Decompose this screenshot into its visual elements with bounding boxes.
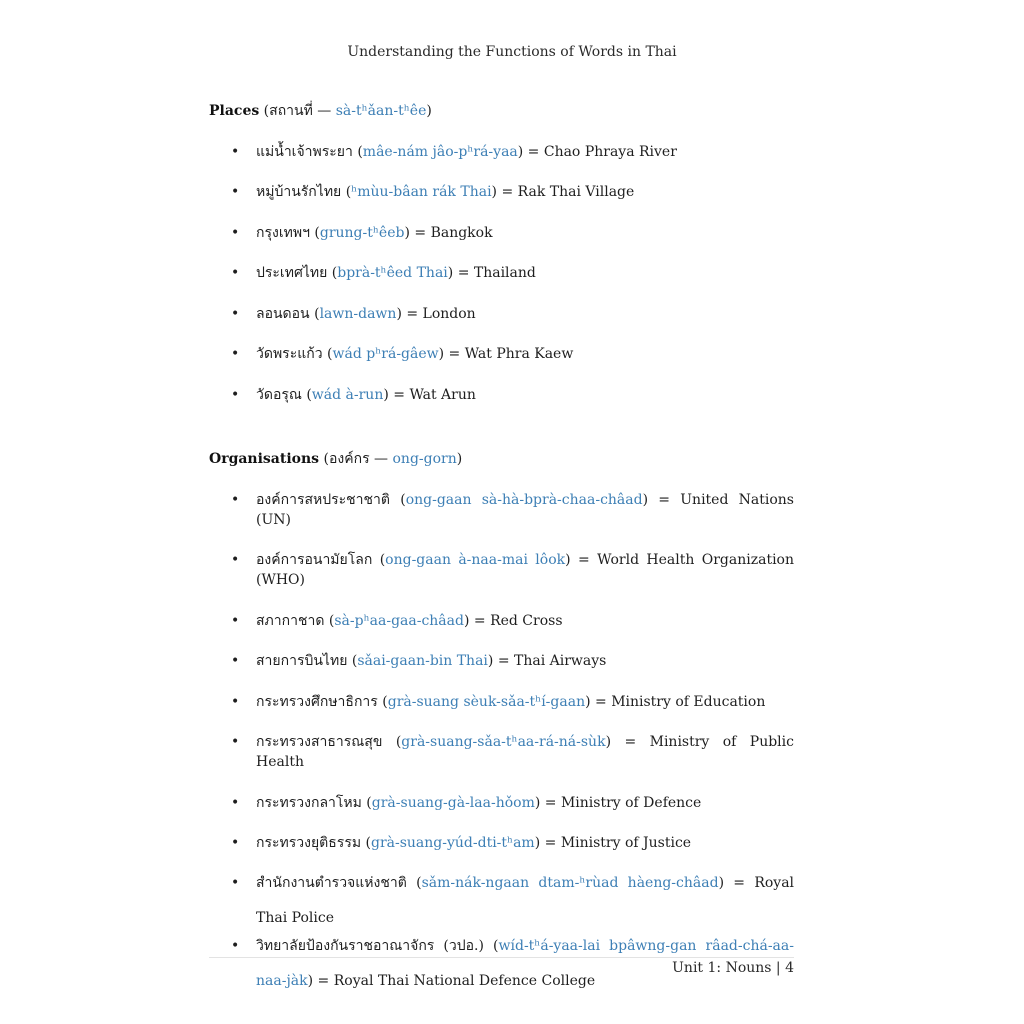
english-term: London bbox=[422, 305, 476, 322]
english-term: Ministry of Public Health bbox=[256, 734, 794, 770]
bullet-icon: • bbox=[231, 265, 240, 281]
transliteration: ʰmùu-bâan rák Thai bbox=[351, 184, 492, 200]
close-equals: ) = bbox=[585, 693, 612, 710]
transliteration: grà-suang sèuk-sǎa-tʰí-gaan bbox=[387, 693, 586, 710]
close-equals: ) = bbox=[718, 874, 755, 891]
transliteration: lawn-dawn bbox=[319, 305, 397, 322]
list-item bbox=[209, 344, 794, 364]
thai-term: หมู่บ้านรักไทย bbox=[256, 184, 342, 200]
close-equals: ) = bbox=[534, 835, 561, 851]
thai-term: องค์การสหประชาชาติ bbox=[256, 491, 390, 508]
bullet-icon: • bbox=[231, 937, 240, 954]
open-paren: ( bbox=[309, 305, 320, 322]
bullet-icon: • bbox=[231, 143, 240, 160]
english-term: World Health Organization (WHO) bbox=[256, 552, 794, 588]
places-list bbox=[209, 142, 794, 405]
footer-divider bbox=[209, 957, 794, 958]
thai-term: วัดอรุณ bbox=[256, 386, 302, 403]
thai-term: กระทรวงกลาโหม bbox=[256, 794, 362, 811]
organisations-list bbox=[209, 490, 794, 999]
bullet-icon: • bbox=[231, 305, 240, 322]
places-heading-translit: sà-tʰǎan-tʰêe bbox=[335, 103, 427, 119]
open-paren: ( bbox=[361, 835, 371, 851]
open-paren: ( bbox=[372, 552, 386, 568]
bullet-icon: • bbox=[231, 346, 240, 362]
list-item bbox=[209, 385, 794, 405]
open-paren: ( bbox=[483, 937, 499, 954]
open-paren: ( bbox=[347, 653, 358, 669]
open-paren: ( bbox=[341, 184, 352, 200]
english-term: Wat Phra Kaew bbox=[464, 346, 574, 362]
transliteration: wád pʰrá-gâew bbox=[332, 346, 439, 362]
list-item bbox=[209, 142, 794, 162]
bullet-icon: • bbox=[231, 794, 240, 811]
places-heading-close: ) bbox=[426, 103, 432, 119]
close-equals: ) = bbox=[642, 491, 681, 508]
english-term: Royal Thai Police bbox=[256, 874, 795, 926]
list-item bbox=[209, 223, 794, 243]
open-paren: ( bbox=[301, 386, 312, 403]
english-term: Ministry of Education bbox=[611, 693, 766, 710]
english-term: Ministry of Defence bbox=[560, 794, 702, 811]
transliteration: sà-pʰaa-gaa-châad bbox=[334, 612, 464, 629]
list-item bbox=[209, 611, 794, 631]
bullet-icon: • bbox=[231, 184, 240, 200]
transliteration: ong-gaan à-naa-mai lôok bbox=[385, 552, 566, 568]
transliteration: mâe-nám jâo-pʰrá-yaa bbox=[362, 143, 518, 160]
close-equals: ) = bbox=[487, 653, 514, 669]
transliteration: bprà-tʰêed Thai bbox=[337, 265, 448, 281]
english-term: United Nations (UN) bbox=[256, 491, 794, 528]
bullet-icon: • bbox=[231, 386, 240, 403]
list-item bbox=[209, 490, 794, 530]
list-item bbox=[209, 182, 794, 202]
close-equals: ) = bbox=[396, 305, 423, 322]
organisations-heading-open: (องค์กร — bbox=[319, 451, 393, 467]
bullet-icon: • bbox=[231, 612, 240, 629]
list-item bbox=[209, 833, 794, 853]
close-equals: ) = bbox=[404, 224, 431, 241]
list-item bbox=[209, 732, 794, 772]
open-paren: ( bbox=[352, 143, 363, 160]
list-item bbox=[209, 550, 794, 590]
transliteration: ong-gaan sà-hà-bprà-chaa-châad bbox=[405, 491, 643, 508]
close-equals: ) = bbox=[517, 143, 544, 160]
transliteration: grà-suang-yúd-dti-tʰam bbox=[371, 835, 535, 851]
bullet-icon: • bbox=[231, 552, 240, 568]
bullet-icon: • bbox=[231, 653, 240, 669]
english-term: Red Cross bbox=[490, 612, 563, 629]
close-equals: ) = bbox=[565, 552, 598, 568]
thai-term: วิทยาลัยป้องกันราชอาณาจักร (วปอ.) bbox=[256, 937, 484, 954]
list-item bbox=[209, 793, 794, 813]
open-paren: ( bbox=[324, 612, 335, 629]
thai-term: กระทรวงศึกษาธิการ bbox=[256, 693, 378, 710]
places-heading bbox=[209, 101, 794, 121]
organisations-heading-close: ) bbox=[456, 451, 463, 467]
bullet-icon: • bbox=[231, 693, 240, 710]
open-paren: ( bbox=[382, 734, 402, 750]
transliteration: sǎai-gaan-bin Thai bbox=[357, 653, 488, 669]
list-item bbox=[209, 263, 794, 283]
english-term: Rak Thai Village bbox=[517, 184, 635, 200]
list-item bbox=[209, 651, 794, 671]
open-paren: ( bbox=[406, 874, 422, 891]
thai-term: ลอนดอน bbox=[256, 305, 310, 322]
bullet-icon: • bbox=[231, 224, 240, 241]
english-term: Thai Airways bbox=[514, 653, 607, 669]
bullet-icon: • bbox=[231, 874, 240, 891]
list-item bbox=[209, 304, 794, 324]
page-footer: Unit 1: Nouns | 4 bbox=[672, 960, 794, 976]
close-equals: ) = bbox=[307, 972, 334, 989]
close-equals: ) = bbox=[463, 612, 491, 629]
organisations-heading bbox=[209, 449, 794, 469]
places-section bbox=[209, 101, 794, 425]
list-item bbox=[209, 866, 794, 936]
organisations-heading-label: Organisations bbox=[209, 451, 320, 467]
english-term: Bangkok bbox=[430, 224, 493, 241]
thai-term: วัดพระแก้ว bbox=[256, 346, 323, 362]
close-equals: ) = bbox=[447, 265, 474, 281]
organisations-heading-translit: ong-gorn bbox=[392, 451, 457, 467]
english-term: Wat Arun bbox=[409, 386, 476, 403]
places-heading-label: Places bbox=[209, 103, 260, 119]
places-heading-open: (สถานที่ — bbox=[259, 103, 336, 119]
transliteration: sǎm-nák-ngaan dtam-ʰrùad hàeng-châad bbox=[421, 874, 719, 891]
english-term: Ministry of Justice bbox=[560, 835, 692, 851]
close-equals: ) = bbox=[605, 734, 650, 750]
thai-term: แม่น้ำเจ้าพระยา bbox=[256, 143, 353, 160]
transliteration: grà-suang-sǎa-tʰaa-rá-ná-sùk bbox=[401, 734, 606, 750]
close-equals: ) = bbox=[383, 386, 410, 403]
thai-term: สำนักงานตำรวจแห่งชาติ bbox=[256, 874, 407, 891]
close-equals: ) = bbox=[438, 346, 465, 362]
open-paren: ( bbox=[389, 491, 406, 508]
page-header: Understanding the Functions of Words in Thai bbox=[347, 44, 677, 60]
open-paren: ( bbox=[377, 693, 388, 710]
thai-term: องค์การอนามัยโลก bbox=[256, 552, 373, 568]
list-item bbox=[209, 692, 794, 712]
thai-term: กระทรวงสาธารณสุข bbox=[256, 734, 383, 750]
transliteration: wíd-tʰá-yaa-lai bpâwng-gan râad-chá-aa-naa-jàk bbox=[256, 937, 794, 989]
open-paren: ( bbox=[327, 265, 338, 281]
transliteration: grà-suang-gà-laa-hǒom bbox=[371, 794, 535, 811]
thai-term: สายการบินไทย bbox=[256, 653, 348, 669]
close-equals: ) = bbox=[534, 794, 561, 811]
thai-term: กรุงเทพฯ bbox=[256, 224, 310, 241]
open-paren: ( bbox=[361, 794, 372, 811]
bullet-icon: • bbox=[231, 734, 240, 750]
transliteration: wád à-run bbox=[311, 386, 384, 403]
thai-term: กระทรวงยุติธรรม bbox=[256, 835, 362, 851]
transliteration: grung-tʰêeb bbox=[319, 224, 405, 241]
open-paren: ( bbox=[322, 346, 333, 362]
english-term: Chao Phraya River bbox=[543, 143, 677, 160]
bullet-icon: • bbox=[231, 491, 240, 508]
organisations-section bbox=[209, 449, 794, 999]
thai-term: ประเทศไทย bbox=[256, 265, 328, 281]
english-term: Royal Thai National Defence College bbox=[333, 972, 596, 989]
english-term: Thailand bbox=[473, 265, 536, 281]
open-paren: ( bbox=[309, 224, 320, 241]
thai-term: สภากาชาด bbox=[256, 612, 325, 629]
close-equals: ) = bbox=[491, 184, 518, 200]
bullet-icon: • bbox=[231, 835, 240, 851]
